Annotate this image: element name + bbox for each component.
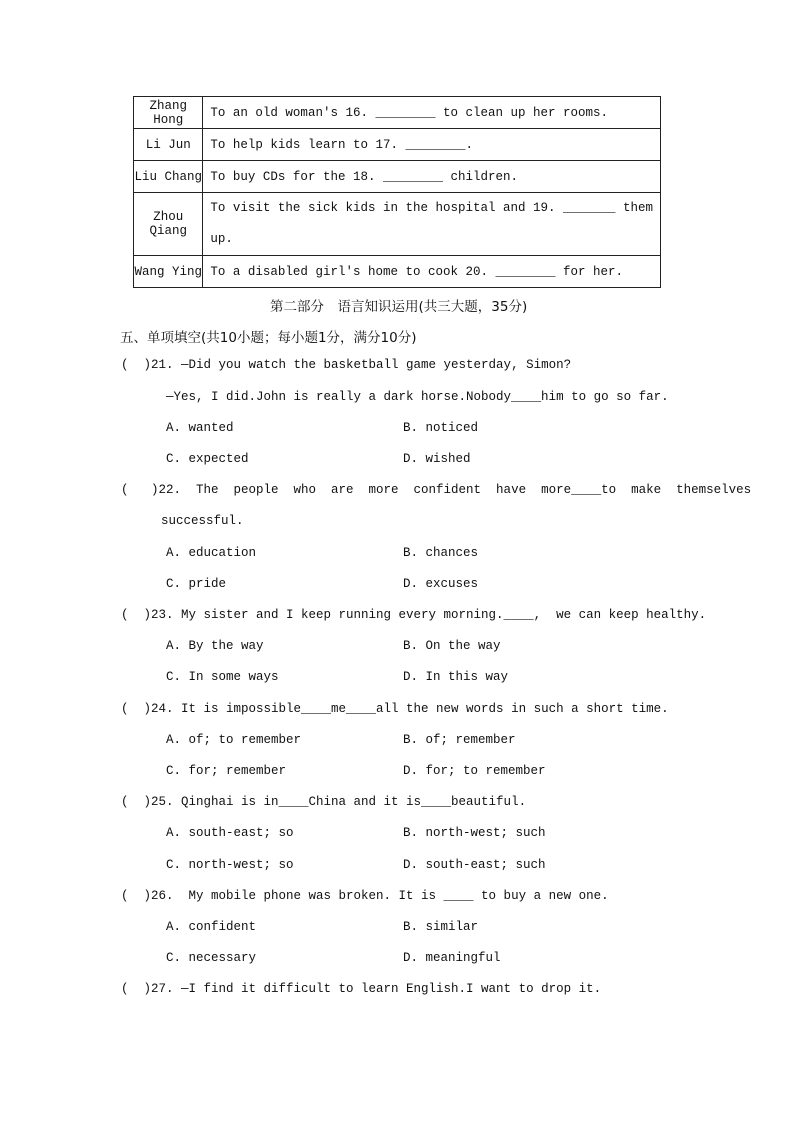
- volunteer-task: To an old woman's 16. ________ to clean up her rooms.: [203, 97, 661, 129]
- option-b: B. north-west; such: [403, 826, 546, 840]
- volunteer-name: Zhou Qiang: [134, 193, 203, 256]
- table-row: [134, 97, 661, 129]
- table-row: [134, 129, 661, 161]
- volunteer-name: Liu Chang: [134, 161, 203, 193]
- task-line: up.: [210, 232, 233, 246]
- option-a: A. confident: [166, 920, 257, 934]
- option-a: A. of; to remember: [166, 733, 302, 747]
- option-c: C. expected: [166, 452, 249, 466]
- volunteer-task: To a disabled girl's home to cook 20. ________ for her.: [203, 256, 661, 288]
- option-d: D. In this way: [403, 670, 509, 684]
- volunteer-name: Wang Ying: [134, 256, 203, 288]
- option-b: B. On the way: [403, 639, 501, 653]
- option-c: C. In some ways: [166, 670, 279, 684]
- table-row: [134, 256, 661, 288]
- option-a: A. education: [166, 546, 257, 560]
- volunteer-name: Li Jun: [134, 129, 203, 161]
- table-row: [134, 193, 661, 256]
- part-title: 第二部分 语言知识运用(共三大题，35分): [270, 299, 528, 315]
- volunteer-task: [203, 193, 661, 256]
- question-stem: ( )21. —Did you watch the basketball game yesterday, Simon?: [121, 358, 572, 372]
- question-stem: ( )26. My mobile phone was broken. It is ____ to buy a new one.: [121, 889, 609, 903]
- option-b: B. similar: [403, 920, 479, 934]
- volunteer-task: To buy CDs for the 18. ________ children.: [203, 161, 661, 193]
- section-title: 五、单项填空(共10小题；每小题1分，满分10分): [120, 330, 417, 346]
- question-stem-cont: —Yes, I did.John is really a dark horse.Nobody____him to go so far.: [166, 390, 669, 404]
- question-stem: ( )23. My sister and I keep running every morning.____, we can keep healthy.: [121, 608, 707, 622]
- question-stem: ( )25. Qinghai is in____China and it is____beautiful.: [121, 795, 527, 809]
- option-d: D. wished: [403, 452, 471, 466]
- task-line: To visit the sick kids in the hospital and 19. _______ them: [210, 201, 653, 215]
- option-a: A. south-east; so: [166, 826, 294, 840]
- volunteer-name: Zhang Hong: [134, 97, 203, 129]
- task-table: [133, 96, 661, 288]
- option-b: B. chances: [403, 546, 479, 560]
- option-c: C. pride: [166, 577, 227, 591]
- table-row: [134, 161, 661, 193]
- option-d: D. south-east; such: [403, 858, 546, 872]
- option-b: B. noticed: [403, 421, 479, 435]
- question-stem: ( )22. The people who are more confident have more____to make themselves: [121, 483, 752, 497]
- question-stem: ( )27. —I find it difficult to learn English.I want to drop it.: [121, 982, 602, 996]
- option-d: D. excuses: [403, 577, 479, 591]
- volunteer-task: To help kids learn to 17. ________.: [203, 129, 661, 161]
- option-a: A. By the way: [166, 639, 264, 653]
- question-stem-cont: successful.: [161, 514, 244, 528]
- question-stem: ( )24. It is impossible____me____all the new words in such a short time.: [121, 702, 669, 716]
- option-d: D. meaningful: [403, 951, 501, 965]
- option-c: C. necessary: [166, 951, 257, 965]
- option-a: A. wanted: [166, 421, 234, 435]
- option-c: C. north-west; so: [166, 858, 294, 872]
- option-b: B. of; remember: [403, 733, 516, 747]
- option-c: C. for; remember: [166, 764, 287, 778]
- option-d: D. for; to remember: [403, 764, 546, 778]
